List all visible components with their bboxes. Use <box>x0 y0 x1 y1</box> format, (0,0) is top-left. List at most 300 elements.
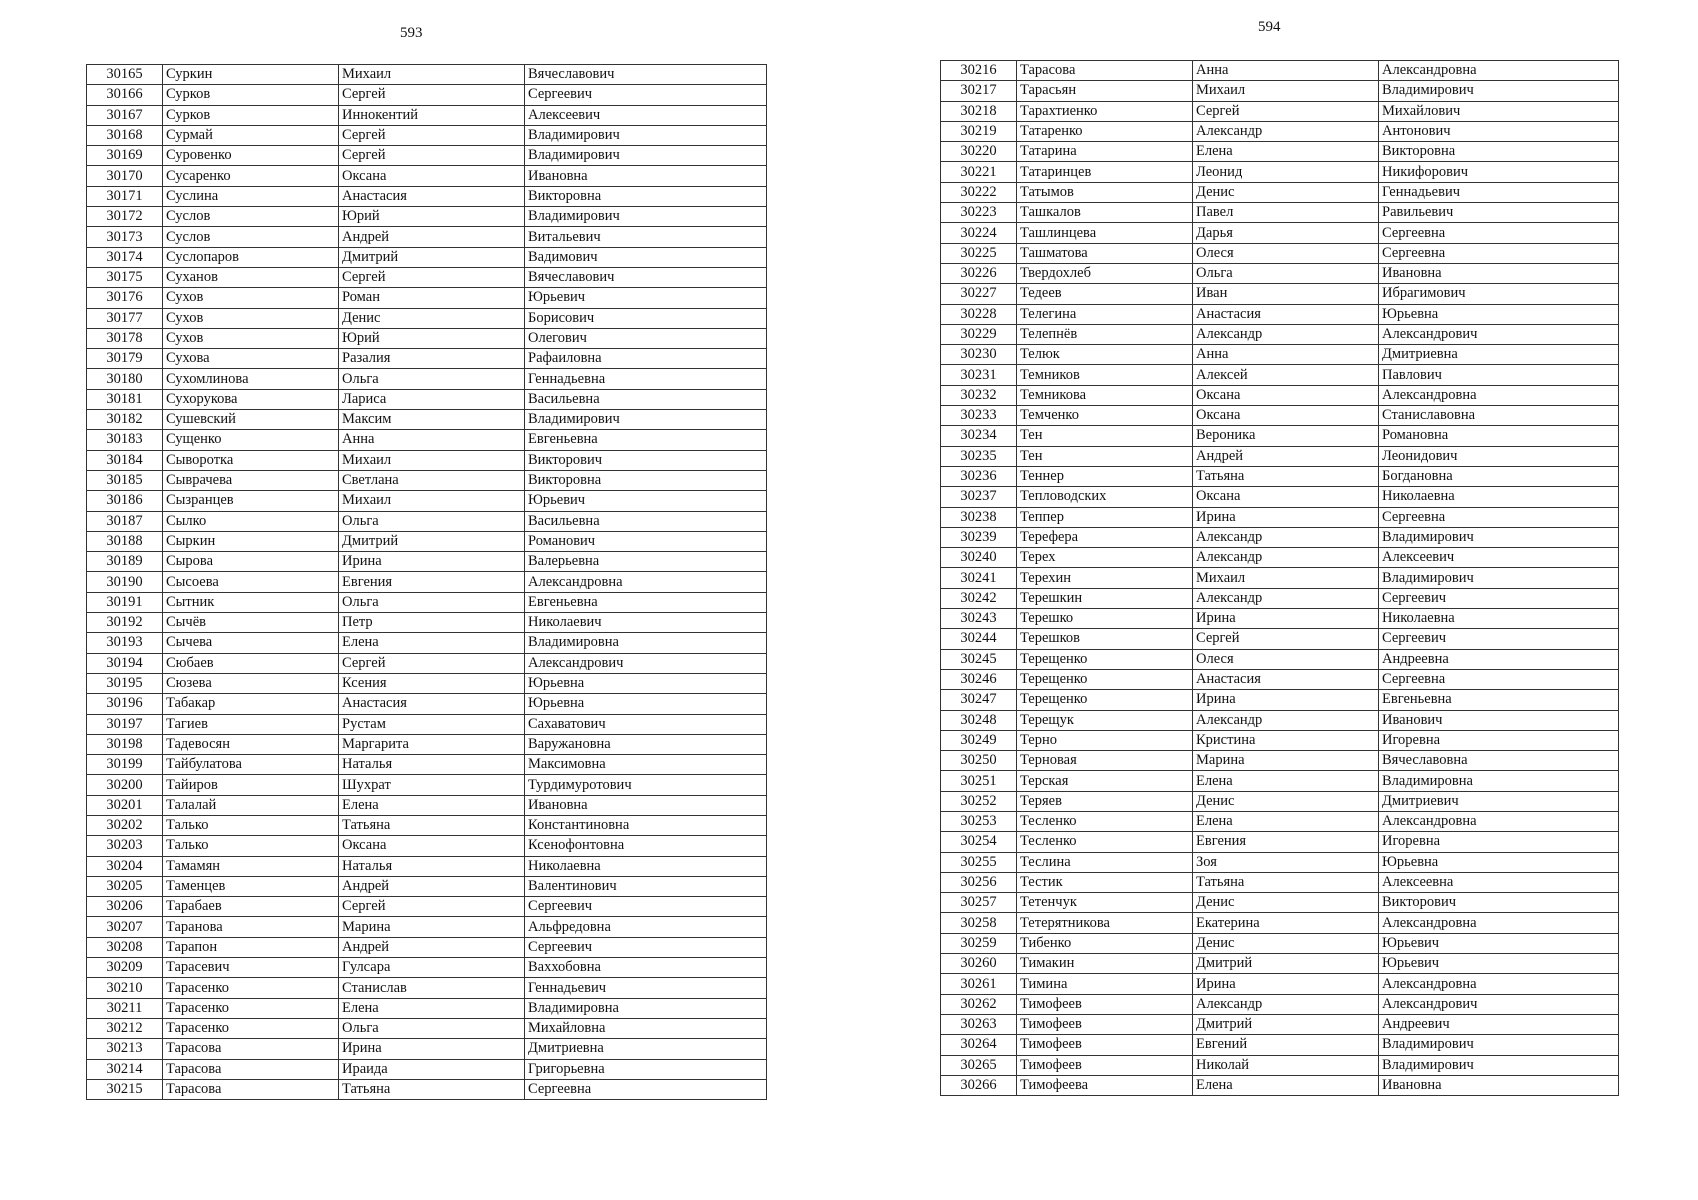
table-row <box>941 385 1619 405</box>
table-row <box>87 653 767 673</box>
first-name-cell: Оксана <box>1193 487 1379 507</box>
patronymic-cell: Валентинович <box>525 876 767 896</box>
registry-table-left <box>86 64 767 1100</box>
first-name-cell: Светлана <box>339 470 525 490</box>
surname-cell: Тарасевич <box>163 958 339 978</box>
patronymic-cell: Максимовна <box>525 755 767 775</box>
patronymic-cell: Романовна <box>1379 426 1619 446</box>
row-number-cell: 30204 <box>87 856 163 876</box>
row-number-cell: 30181 <box>87 389 163 409</box>
patronymic-cell: Николаевна <box>525 856 767 876</box>
table-row <box>87 572 767 592</box>
surname-cell: Теннер <box>1017 466 1193 486</box>
row-number-cell: 30165 <box>87 65 163 85</box>
surname-cell: Ташматова <box>1017 243 1193 263</box>
patronymic-cell: Владимирович <box>1379 81 1619 101</box>
patronymic-cell: Евгеньевна <box>1379 690 1619 710</box>
patronymic-cell: Викторович <box>1379 893 1619 913</box>
first-name-cell: Роман <box>339 288 525 308</box>
table-row <box>87 470 767 490</box>
table-row <box>87 511 767 531</box>
row-number-cell: 30262 <box>941 994 1017 1014</box>
patronymic-cell: Сергеевич <box>525 897 767 917</box>
row-number-cell: 30215 <box>87 1079 163 1099</box>
table-row <box>87 937 767 957</box>
table-row <box>87 207 767 227</box>
surname-cell: Тарасенко <box>163 1018 339 1038</box>
surname-cell: Ташлинцева <box>1017 223 1193 243</box>
patronymic-cell: Игоревна <box>1379 730 1619 750</box>
first-name-cell: Дмитрий <box>1193 1014 1379 1034</box>
table-row <box>941 771 1619 791</box>
surname-cell: Сухов <box>163 328 339 348</box>
row-number-cell: 30193 <box>87 633 163 653</box>
table-row <box>941 872 1619 892</box>
first-name-cell: Максим <box>339 410 525 430</box>
first-name-cell: Сергей <box>339 125 525 145</box>
first-name-cell: Елена <box>339 795 525 815</box>
first-name-cell: Шухрат <box>339 775 525 795</box>
patronymic-cell: Михайлович <box>1379 101 1619 121</box>
patronymic-cell: Юрьевна <box>525 694 767 714</box>
patronymic-cell: Юрьевич <box>1379 933 1619 953</box>
first-name-cell: Елена <box>339 633 525 653</box>
surname-cell: Терешков <box>1017 629 1193 649</box>
table-row <box>941 1014 1619 1034</box>
surname-cell: Тадевосян <box>163 734 339 754</box>
table-row <box>941 690 1619 710</box>
first-name-cell: Николай <box>1193 1055 1379 1075</box>
table-row <box>87 531 767 551</box>
patronymic-cell: Николаевна <box>1379 487 1619 507</box>
first-name-cell: Елена <box>339 998 525 1018</box>
table-row <box>87 410 767 430</box>
row-number-cell: 30192 <box>87 613 163 633</box>
table-row <box>87 856 767 876</box>
row-number-cell: 30246 <box>941 669 1017 689</box>
surname-cell: Сусаренко <box>163 166 339 186</box>
table-row <box>941 811 1619 831</box>
patronymic-cell: Алексеевич <box>525 105 767 125</box>
first-name-cell: Марина <box>1193 751 1379 771</box>
patronymic-cell: Богдановна <box>1379 466 1619 486</box>
patronymic-cell: Геннадьевич <box>525 978 767 998</box>
first-name-cell: Маргарита <box>339 734 525 754</box>
table-row <box>941 527 1619 547</box>
first-name-cell: Олеся <box>1193 649 1379 669</box>
patronymic-cell: Сергеевна <box>1379 243 1619 263</box>
patronymic-cell: Николаевич <box>525 613 767 633</box>
surname-cell: Ташкалов <box>1017 203 1193 223</box>
table-row <box>87 308 767 328</box>
row-number-cell: 30169 <box>87 146 163 166</box>
table-row <box>941 487 1619 507</box>
patronymic-cell: Михайловна <box>525 1018 767 1038</box>
first-name-cell: Алексей <box>1193 365 1379 385</box>
row-number-cell: 30225 <box>941 243 1017 263</box>
table-row <box>941 669 1619 689</box>
surname-cell: Сухов <box>163 288 339 308</box>
surname-cell: Татарина <box>1017 142 1193 162</box>
table-row <box>941 426 1619 446</box>
row-number-cell: 30213 <box>87 1039 163 1059</box>
page-number-left: 593 <box>400 25 423 41</box>
surname-cell: Сурков <box>163 85 339 105</box>
first-name-cell: Денис <box>1193 182 1379 202</box>
table-row <box>941 223 1619 243</box>
first-name-cell: Оксана <box>339 166 525 186</box>
surname-cell: Талько <box>163 836 339 856</box>
table-row <box>941 304 1619 324</box>
first-name-cell: Андрей <box>1193 446 1379 466</box>
patronymic-cell: Ибрагимович <box>1379 284 1619 304</box>
row-number-cell: 30230 <box>941 345 1017 365</box>
surname-cell: Тарасова <box>163 1039 339 1059</box>
row-number-cell: 30177 <box>87 308 163 328</box>
surname-cell: Тарасенко <box>163 978 339 998</box>
first-name-cell: Разалия <box>339 349 525 369</box>
surname-cell: Суслопаров <box>163 247 339 267</box>
row-number-cell: 30218 <box>941 101 1017 121</box>
row-number-cell: 30168 <box>87 125 163 145</box>
patronymic-cell: Владимирович <box>525 207 767 227</box>
row-number-cell: 30241 <box>941 568 1017 588</box>
surname-cell: Сызранцев <box>163 491 339 511</box>
first-name-cell: Михаил <box>1193 568 1379 588</box>
first-name-cell: Оксана <box>339 836 525 856</box>
first-name-cell: Елена <box>1193 771 1379 791</box>
surname-cell: Табакар <box>163 694 339 714</box>
surname-cell: Тетенчук <box>1017 893 1193 913</box>
first-name-cell: Елена <box>1193 811 1379 831</box>
first-name-cell: Юрий <box>339 328 525 348</box>
table-row <box>941 345 1619 365</box>
first-name-cell: Елена <box>1193 142 1379 162</box>
patronymic-cell: Варужановна <box>525 734 767 754</box>
table-row <box>87 613 767 633</box>
table-row <box>941 954 1619 974</box>
patronymic-cell: Евгеньевна <box>525 592 767 612</box>
surname-cell: Терех <box>1017 548 1193 568</box>
row-number-cell: 30203 <box>87 836 163 856</box>
row-number-cell: 30237 <box>941 487 1017 507</box>
row-number-cell: 30184 <box>87 450 163 470</box>
surname-cell: Тен <box>1017 446 1193 466</box>
registry-table-right <box>940 60 1619 1096</box>
row-number-cell: 30179 <box>87 349 163 369</box>
row-number-cell: 30224 <box>941 223 1017 243</box>
row-number-cell: 30235 <box>941 446 1017 466</box>
first-name-cell: Анастасия <box>1193 669 1379 689</box>
surname-cell: Теппер <box>1017 507 1193 527</box>
patronymic-cell: Олегович <box>525 328 767 348</box>
table-row <box>941 101 1619 121</box>
page-number-right: 594 <box>1258 19 1281 35</box>
surname-cell: Сысоева <box>163 572 339 592</box>
table-row <box>941 548 1619 568</box>
first-name-cell: Кристина <box>1193 730 1379 750</box>
surname-cell: Терехин <box>1017 568 1193 588</box>
table-row <box>941 406 1619 426</box>
row-number-cell: 30207 <box>87 917 163 937</box>
row-number-cell: 30222 <box>941 182 1017 202</box>
row-number-cell: 30263 <box>941 1014 1017 1034</box>
first-name-cell: Ирина <box>1193 609 1379 629</box>
table-row <box>941 710 1619 730</box>
first-name-cell: Андрей <box>339 227 525 247</box>
patronymic-cell: Александрович <box>1379 324 1619 344</box>
first-name-cell: Анастасия <box>339 694 525 714</box>
surname-cell: Терновая <box>1017 751 1193 771</box>
first-name-cell: Михаил <box>339 450 525 470</box>
first-name-cell: Ольга <box>1193 263 1379 283</box>
surname-cell: Тарасова <box>1017 61 1193 81</box>
surname-cell: Тарабаев <box>163 897 339 917</box>
table-row <box>87 1018 767 1038</box>
table-row <box>941 933 1619 953</box>
row-number-cell: 30254 <box>941 832 1017 852</box>
patronymic-cell: Владимирович <box>525 410 767 430</box>
table-row <box>941 974 1619 994</box>
patronymic-cell: Юрьевич <box>1379 954 1619 974</box>
first-name-cell: Татьяна <box>339 815 525 835</box>
row-number-cell: 30171 <box>87 186 163 206</box>
patronymic-cell: Александровна <box>1379 811 1619 831</box>
row-number-cell: 30180 <box>87 369 163 389</box>
row-number-cell: 30233 <box>941 406 1017 426</box>
table-row <box>941 994 1619 1014</box>
surname-cell: Суслина <box>163 186 339 206</box>
row-number-cell: 30259 <box>941 933 1017 953</box>
first-name-cell: Денис <box>339 308 525 328</box>
patronymic-cell: Викторовна <box>525 186 767 206</box>
patronymic-cell: Сергеевна <box>1379 669 1619 689</box>
surname-cell: Темников <box>1017 365 1193 385</box>
row-number-cell: 30173 <box>87 227 163 247</box>
first-name-cell: Анастасия <box>1193 304 1379 324</box>
surname-cell: Сурков <box>163 105 339 125</box>
patronymic-cell: Александровна <box>1379 61 1619 81</box>
row-number-cell: 30239 <box>941 527 1017 547</box>
surname-cell: Сычёв <box>163 613 339 633</box>
first-name-cell: Сергей <box>1193 629 1379 649</box>
table-row <box>941 466 1619 486</box>
first-name-cell: Елена <box>1193 1075 1379 1095</box>
patronymic-cell: Александровна <box>1379 974 1619 994</box>
patronymic-cell: Леонидович <box>1379 446 1619 466</box>
row-number-cell: 30231 <box>941 365 1017 385</box>
patronymic-cell: Алексеевна <box>1379 872 1619 892</box>
first-name-cell: Павел <box>1193 203 1379 223</box>
row-number-cell: 30185 <box>87 470 163 490</box>
first-name-cell: Дарья <box>1193 223 1379 243</box>
surname-cell: Татаринцев <box>1017 162 1193 182</box>
table-row <box>87 288 767 308</box>
patronymic-cell: Равильевич <box>1379 203 1619 223</box>
table-row <box>87 998 767 1018</box>
row-number-cell: 30194 <box>87 653 163 673</box>
row-number-cell: 30227 <box>941 284 1017 304</box>
surname-cell: Сухорукова <box>163 389 339 409</box>
patronymic-cell: Ивановна <box>1379 1075 1619 1095</box>
surname-cell: Тесленко <box>1017 811 1193 831</box>
patronymic-cell: Дмитриевич <box>1379 791 1619 811</box>
row-number-cell: 30253 <box>941 811 1017 831</box>
row-number-cell: 30236 <box>941 466 1017 486</box>
table-row <box>87 186 767 206</box>
surname-cell: Сушевский <box>163 410 339 430</box>
patronymic-cell: Ивановна <box>525 795 767 815</box>
table-row <box>87 592 767 612</box>
surname-cell: Тарапон <box>163 937 339 957</box>
surname-cell: Талалай <box>163 795 339 815</box>
patronymic-cell: Геннадьевна <box>525 369 767 389</box>
patronymic-cell: Владимирович <box>1379 527 1619 547</box>
table-row <box>941 263 1619 283</box>
row-number-cell: 30170 <box>87 166 163 186</box>
row-number-cell: 30199 <box>87 755 163 775</box>
surname-cell: Тарасенко <box>163 998 339 1018</box>
surname-cell: Таранова <box>163 917 339 937</box>
table-row <box>87 1079 767 1099</box>
table-row <box>941 203 1619 223</box>
first-name-cell: Наталья <box>339 755 525 775</box>
surname-cell: Татаренко <box>1017 121 1193 141</box>
surname-cell: Теслина <box>1017 852 1193 872</box>
row-number-cell: 30247 <box>941 690 1017 710</box>
table-row <box>941 284 1619 304</box>
row-number-cell: 30258 <box>941 913 1017 933</box>
surname-cell: Сурмай <box>163 125 339 145</box>
surname-cell: Тарасьян <box>1017 81 1193 101</box>
first-name-cell: Зоя <box>1193 852 1379 872</box>
row-number-cell: 30256 <box>941 872 1017 892</box>
table-row <box>941 182 1619 202</box>
table-row <box>941 446 1619 466</box>
row-number-cell: 30265 <box>941 1055 1017 1075</box>
patronymic-cell: Константиновна <box>525 815 767 835</box>
first-name-cell: Олеся <box>1193 243 1379 263</box>
table-row <box>87 1039 767 1059</box>
table-row <box>87 714 767 734</box>
patronymic-cell: Викторович <box>525 450 767 470</box>
surname-cell: Терефера <box>1017 527 1193 547</box>
surname-cell: Тесленко <box>1017 832 1193 852</box>
row-number-cell: 30202 <box>87 815 163 835</box>
row-number-cell: 30221 <box>941 162 1017 182</box>
patronymic-cell: Викторовна <box>1379 142 1619 162</box>
surname-cell: Тибенко <box>1017 933 1193 953</box>
patronymic-cell: Никифорович <box>1379 162 1619 182</box>
first-name-cell: Анна <box>339 430 525 450</box>
patronymic-cell: Антонович <box>1379 121 1619 141</box>
first-name-cell: Екатерина <box>1193 913 1379 933</box>
table-row <box>941 609 1619 629</box>
surname-cell: Татымов <box>1017 182 1193 202</box>
patronymic-cell: Владимировна <box>525 633 767 653</box>
row-number-cell: 30226 <box>941 263 1017 283</box>
table-row <box>87 450 767 470</box>
table-row <box>941 751 1619 771</box>
row-number-cell: 30249 <box>941 730 1017 750</box>
first-name-cell: Ираида <box>339 1059 525 1079</box>
row-number-cell: 30191 <box>87 592 163 612</box>
surname-cell: Сюзева <box>163 673 339 693</box>
table-row <box>941 365 1619 385</box>
patronymic-cell: Викторовна <box>525 470 767 490</box>
row-number-cell: 30219 <box>941 121 1017 141</box>
row-number-cell: 30214 <box>87 1059 163 1079</box>
first-name-cell: Сергей <box>339 146 525 166</box>
surname-cell: Тамамян <box>163 856 339 876</box>
table-row <box>941 142 1619 162</box>
surname-cell: Тетерятникова <box>1017 913 1193 933</box>
patronymic-cell: Сергеевна <box>1379 507 1619 527</box>
patronymic-cell: Иванович <box>1379 710 1619 730</box>
table-row <box>87 430 767 450</box>
surname-cell: Терешкин <box>1017 588 1193 608</box>
first-name-cell: Ксения <box>339 673 525 693</box>
row-number-cell: 30167 <box>87 105 163 125</box>
table-row <box>87 389 767 409</box>
surname-cell: Тагиев <box>163 714 339 734</box>
patronymic-cell: Ивановна <box>525 166 767 186</box>
row-number-cell: 30240 <box>941 548 1017 568</box>
surname-cell: Сытник <box>163 592 339 612</box>
table-row <box>941 1075 1619 1095</box>
surname-cell: Талько <box>163 815 339 835</box>
surname-cell: Сущенко <box>163 430 339 450</box>
row-number-cell: 30234 <box>941 426 1017 446</box>
row-number-cell: 30212 <box>87 1018 163 1038</box>
row-number-cell: 30243 <box>941 609 1017 629</box>
first-name-cell: Сергей <box>339 267 525 287</box>
patronymic-cell: Васильевна <box>525 511 767 531</box>
surname-cell: Сухова <box>163 349 339 369</box>
first-name-cell: Ольга <box>339 592 525 612</box>
surname-cell: Терешко <box>1017 609 1193 629</box>
row-number-cell: 30187 <box>87 511 163 531</box>
first-name-cell: Евгения <box>339 572 525 592</box>
patronymic-cell: Григорьевна <box>525 1059 767 1079</box>
table-row <box>87 105 767 125</box>
table-row <box>941 893 1619 913</box>
first-name-cell: Александр <box>1193 548 1379 568</box>
row-number-cell: 30208 <box>87 937 163 957</box>
table-row <box>87 146 767 166</box>
patronymic-cell: Геннадьевич <box>1379 182 1619 202</box>
surname-cell: Суханов <box>163 267 339 287</box>
surname-cell: Сыворотка <box>163 450 339 470</box>
surname-cell: Тарасова <box>163 1059 339 1079</box>
row-number-cell: 30266 <box>941 1075 1017 1095</box>
table-row <box>87 673 767 693</box>
table-row <box>87 491 767 511</box>
row-number-cell: 30188 <box>87 531 163 551</box>
surname-cell: Сухомлинова <box>163 369 339 389</box>
patronymic-cell: Александровна <box>525 572 767 592</box>
patronymic-cell: Юрьевич <box>525 491 767 511</box>
table-row <box>941 568 1619 588</box>
surname-cell: Сыркин <box>163 531 339 551</box>
patronymic-cell: Сахаватович <box>525 714 767 734</box>
first-name-cell: Ольга <box>339 511 525 531</box>
patronymic-cell: Турдимуротович <box>525 775 767 795</box>
patronymic-cell: Сергеевич <box>1379 629 1619 649</box>
table-row <box>941 588 1619 608</box>
patronymic-cell: Евгеньевна <box>525 430 767 450</box>
first-name-cell: Вероника <box>1193 426 1379 446</box>
